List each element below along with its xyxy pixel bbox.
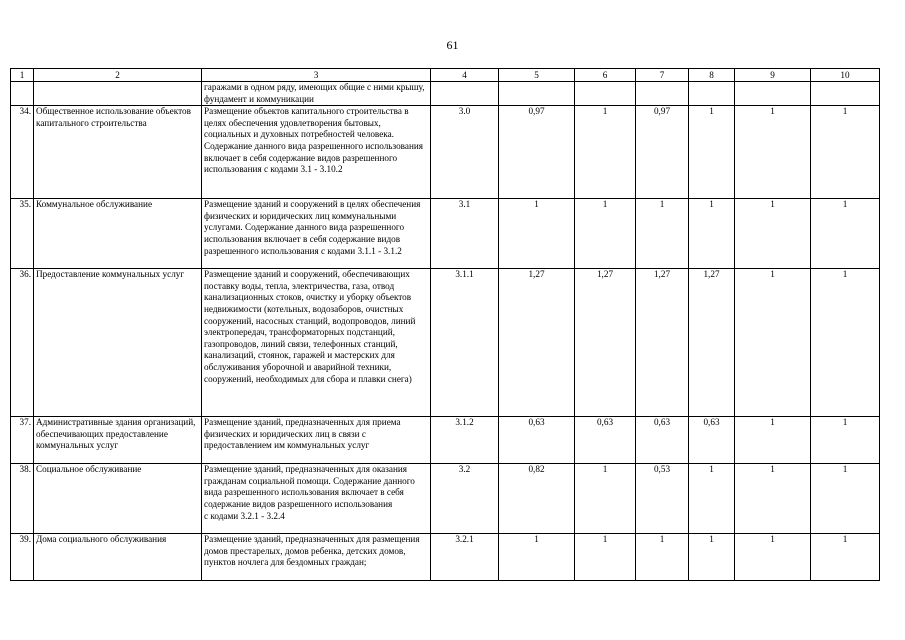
column-header: 8 bbox=[689, 69, 735, 82]
coefficient-cell: 1 bbox=[735, 417, 811, 464]
column-header: 1 bbox=[11, 69, 34, 82]
coefficient-cell: 1 bbox=[575, 199, 636, 269]
coefficient-cell: 1 bbox=[575, 534, 636, 581]
coefficient-cell: 1 bbox=[735, 269, 811, 417]
coefficient-cell: 1 bbox=[575, 464, 636, 534]
coefficient-cell: 1 bbox=[735, 106, 811, 199]
coefficient-cell: 1 bbox=[575, 106, 636, 199]
coefficient-cell bbox=[636, 82, 689, 106]
coefficient-cell: 1 bbox=[811, 269, 880, 417]
coefficient-cell: 1 bbox=[811, 464, 880, 534]
coefficient-cell: 1,27 bbox=[636, 269, 689, 417]
coefficient-cell: 1,27 bbox=[499, 269, 575, 417]
table-row bbox=[11, 199, 880, 269]
coefficient-cell: 1 bbox=[811, 534, 880, 581]
row-number: 34. bbox=[11, 106, 34, 199]
coefficient-cell: 1 bbox=[811, 106, 880, 199]
column-header: 9 bbox=[735, 69, 811, 82]
coefficient-cell: 0,53 bbox=[636, 464, 689, 534]
column-header: 3 bbox=[202, 69, 431, 82]
coefficient-cell: 1 bbox=[735, 534, 811, 581]
coefficient-cell bbox=[811, 82, 880, 106]
column-header: 6 bbox=[575, 69, 636, 82]
table-row bbox=[11, 82, 880, 106]
coefficient-cell: 1 bbox=[689, 534, 735, 581]
use-type-description: Размещение зданий, предназначенных для приема физических и юридических лиц в связи с предоставлением им коммунальных услуг bbox=[202, 417, 431, 464]
table-row bbox=[11, 269, 880, 417]
table-row bbox=[11, 106, 880, 199]
table-row bbox=[11, 417, 880, 464]
row-number: 35. bbox=[11, 199, 34, 269]
table-header-row bbox=[11, 69, 880, 82]
row-number: 37. bbox=[11, 417, 34, 464]
coefficient-cell: 1 bbox=[811, 199, 880, 269]
column-header: 2 bbox=[34, 69, 202, 82]
coefficient-cell: 1 bbox=[735, 464, 811, 534]
coefficient-cell: 1 bbox=[499, 199, 575, 269]
page-number: 61 bbox=[446, 38, 459, 52]
coefficient-cell bbox=[689, 82, 735, 106]
coefficient-cell: 0,63 bbox=[689, 417, 735, 464]
use-type-name: Социальное обслуживание bbox=[34, 464, 202, 534]
use-type-name: Общественное использование объектов капитального строительства bbox=[34, 106, 202, 199]
coefficient-cell: 0,82 bbox=[499, 464, 575, 534]
coefficient-cell: 1,27 bbox=[689, 269, 735, 417]
coefficient-cell: 1 bbox=[636, 199, 689, 269]
coefficient-cell: 1 bbox=[735, 199, 811, 269]
row-number bbox=[11, 82, 34, 106]
coefficient-cell: 1 bbox=[689, 464, 735, 534]
column-header: 5 bbox=[499, 69, 575, 82]
coefficient-cell: 0,63 bbox=[499, 417, 575, 464]
use-type-name: Административные здания организаций, обеспечивающих предоставление коммунальных услуг bbox=[34, 417, 202, 464]
column-header: 7 bbox=[636, 69, 689, 82]
use-type-name: Предоставление коммунальных услуг bbox=[34, 269, 202, 417]
use-type-code: 3.1.1 bbox=[431, 269, 499, 417]
coefficient-cell: 1 bbox=[689, 199, 735, 269]
row-number: 38. bbox=[11, 464, 34, 534]
coefficient-cell bbox=[575, 82, 636, 106]
use-type-code: 3.2.1 bbox=[431, 534, 499, 581]
use-type-name bbox=[34, 82, 202, 106]
coefficient-cell: 1 bbox=[499, 534, 575, 581]
coefficient-cell: 1 bbox=[811, 417, 880, 464]
use-type-code bbox=[431, 82, 499, 106]
coefficient-cell: 0,63 bbox=[636, 417, 689, 464]
use-type-code: 3.2 bbox=[431, 464, 499, 534]
coefficient-cell bbox=[735, 82, 811, 106]
coefficient-cell bbox=[499, 82, 575, 106]
coefficient-cell: 1,27 bbox=[575, 269, 636, 417]
coefficient-cell: 0,97 bbox=[636, 106, 689, 199]
use-type-name: Коммунальное обслуживание bbox=[34, 199, 202, 269]
use-type-description: Размещение зданий, предназначенных для оказания гражданам социальной помощи. Содержание данного вида разрешенного использования включает в себя содержание видов разрешенного использования с кодами 3.2.1 - 3.2.4 bbox=[202, 464, 431, 534]
use-type-description: Размещение зданий и сооружений, обеспечивающих поставку воды, тепла, электричества, газа, отвод канализационных стоков, очистку и уборку объектов недвижимости (котельных, водозаборов, очистных сооружений, насосных станций, водопроводов, линий электропередач, трансформаторных подстанций, газопроводов, линий связи, телефонных станций, канализаций, стоянок, гаражей и мастерских для обслуживания уборочной и аварийной техники, сооружений, необходимых для сбора и плавки снега) bbox=[202, 269, 431, 417]
coefficient-cell: 0,63 bbox=[575, 417, 636, 464]
column-header: 4 bbox=[431, 69, 499, 82]
use-type-name: Дома социального обслуживания bbox=[34, 534, 202, 581]
use-type-code: 3.1 bbox=[431, 199, 499, 269]
row-number: 36. bbox=[11, 269, 34, 417]
use-type-description: гаражами в одном ряду, имеющих общие с ними крышу, фундамент и коммуникации bbox=[202, 82, 431, 106]
row-number: 39. bbox=[11, 534, 34, 581]
coefficient-cell: 1 bbox=[689, 106, 735, 199]
use-type-code: 3.0 bbox=[431, 106, 499, 199]
table-row bbox=[11, 534, 880, 581]
coefficient-cell: 0,97 bbox=[499, 106, 575, 199]
coefficient-cell: 1 bbox=[636, 534, 689, 581]
table-row bbox=[11, 464, 880, 534]
land-use-table bbox=[10, 68, 880, 581]
use-type-description: Размещение зданий и сооружений в целях обеспечения физических и юридических лиц коммунальными услугами. Содержание данного вида разрешенного использования включает в себя содержание видов разрешенного использования с кодами 3.1.1 - 3.1.2 bbox=[202, 199, 431, 269]
column-header: 10 bbox=[811, 69, 880, 82]
use-type-description: Размещение объектов капитального строительства в целях обеспечения удовлетворения бытовых, социальных и духовных потребностей человека. Содержание данного вида разрешенного использования включает в себя содержание видов разрешенного использования с кодами 3.1 - 3.10.2 bbox=[202, 106, 431, 199]
use-type-code: 3.1.2 bbox=[431, 417, 499, 464]
use-type-description: Размещение зданий, предназначенных для размещения домов престарелых, домов ребенка, детских домов, пунктов ночлега для бездомных граждан; bbox=[202, 534, 431, 581]
